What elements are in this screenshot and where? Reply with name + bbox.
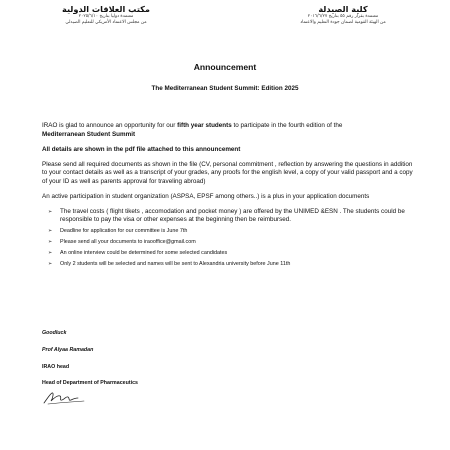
signer-role-department: Head of Department of Pharmaceutics (42, 380, 138, 386)
intro-paragraph (42, 122, 414, 139)
list-item (42, 228, 414, 236)
header-right-line2: من الهيئة القومية لضمان جودة التعليم والاعتماد (300, 20, 386, 25)
header-left-title: مكتب العلاقات الدولية (61, 4, 150, 14)
closing-goodluck: Goodluck (42, 330, 67, 336)
intro-highlight: fifth year students (177, 122, 232, 129)
bullet-text: Please send all your documents to iraooffice@gmail.com (60, 239, 196, 246)
bullet-icon: ➢ (48, 208, 53, 215)
announcement-body (42, 122, 414, 272)
send-documents-paragraph: Please send all required documents as shown in the file (CV, personal commitment , reflection by answering the questions in addition to your contact details as well as a transcript of your grades, any proofs for the english level, a copy of your valid passport and a copy of your ID as well as parents approval for traveling abroad) (42, 160, 413, 185)
handwritten-signature (42, 389, 86, 407)
bullet-icon: ➢ (48, 261, 53, 268)
intro-text-after: to participate in the fourth edition of the (231, 122, 343, 129)
list-item (42, 261, 414, 269)
details-heading: All details are shown in the pdf file attached to this announcement (42, 145, 241, 153)
info-bullet-list (42, 208, 414, 269)
header-left-line2: من مجلس الاعتماد الأمريكي للتعليم الصيدلي (65, 20, 147, 25)
list-item (42, 239, 414, 247)
header-faculty-of-pharmacy (283, 4, 403, 26)
intro-text-before: IRAO is glad to announce an opportunity for our (42, 122, 178, 129)
summit-title: The Mediterranean Student Summit: Edition 2025 (151, 85, 299, 92)
header-international-relations-office (46, 4, 166, 26)
bullet-text: The travel costs ( flight tikets , accomodation and pocket money ) are offered by the UNIMED &ESN . The students could be responsible to pay the visa or other expenses at the beginning then be reimbursed. (60, 207, 405, 224)
participation-paragraph: An active participation in student organization (ASPSA, EPSF among others..) is a plus in your application documents (42, 192, 370, 200)
header-right-line1: معتمدة بقرار رقم ٥٥ بتاريخ ٢٠١٦/٦/٢٧ (307, 14, 379, 19)
bullet-text: Only 2 students will be selected and names will be sent to Alexandria university before June 11th (60, 261, 291, 268)
signer-role-irao: IRAO head (42, 364, 70, 370)
header-left-line1: معتمدة دوليا بتاريخ ٢٠٢٥/٦/١٠ (78, 14, 134, 19)
list-item (42, 250, 414, 258)
announcement-title: Announcement (193, 62, 257, 72)
bullet-icon: ➢ (48, 239, 53, 246)
signer-name: Prof Alyaa Ramadan (42, 347, 94, 353)
header-right-title: كلية الصيدلة (318, 4, 368, 14)
list-item (42, 208, 414, 225)
bullet-icon: ➢ (48, 250, 53, 257)
bullet-text: An online interview could be determined for some selected candidates (60, 250, 228, 257)
bullet-text: Deadline for application for our committee is June 7th (60, 228, 188, 235)
intro-line2: Mediterranean Student Summit (42, 130, 136, 138)
bullet-icon: ➢ (48, 228, 53, 235)
